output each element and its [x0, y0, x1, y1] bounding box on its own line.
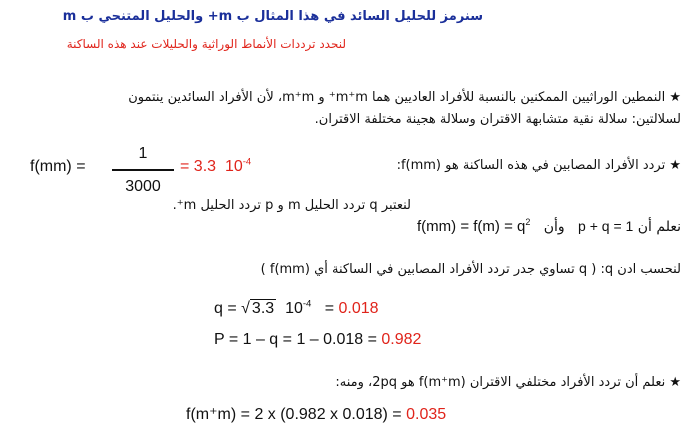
heterozygote-equation — [186, 404, 446, 424]
q-exponent: 2 — [525, 217, 531, 227]
fraction-numerator: 1 — [138, 145, 148, 162]
and-word: وأن — [543, 219, 565, 235]
q-equation — [214, 300, 379, 318]
heterozygote-frequency-text: ★ نعلم أن تردد الأفراد مختلفي الاقتران f(m⁺m) هو 2pq، ومنه: — [335, 375, 681, 390]
q-base: 10 — [285, 300, 303, 317]
known-prefix: نعلم أن — [637, 219, 681, 235]
q-definition-text: لنعتبر q تردد الحليل m و p تردد الحليل m⁺. — [172, 198, 411, 213]
subtitle: لنحدد ترددات الأنماط الوراثية والحليلات عند هذه الساكنة — [66, 37, 346, 51]
p-expression: P = 1 – q = 1 – 0.018 = — [214, 331, 377, 348]
f-eq-lhs: f(mm) = f(m) = q — [417, 218, 526, 235]
sqrt-icon: √ — [241, 300, 250, 317]
paragraph-text: النمطين الوراثيين الممكنين بالنسبة للأفراد العاديين هما m⁺m⁺ و m⁺m، لأن الأفراد السائدين ينتمون — [128, 90, 666, 105]
equals-sign: = — [324, 300, 335, 317]
paragraph-genotypes-line1 — [128, 90, 681, 105]
heterozygote-result: 0.035 — [406, 406, 447, 423]
fraction-denominator: 3000 — [125, 178, 161, 195]
heterozygote-expression: f(m⁺m) = 2 x (0.982 x 0.018) = — [186, 406, 402, 423]
f-eq-q-squared — [417, 218, 530, 235]
equals-sign: = — [180, 158, 190, 175]
result-mantissa: 3.3 — [193, 158, 217, 175]
known-relations — [417, 218, 681, 235]
fraction-bar — [112, 169, 174, 171]
page-title: سنرمز للحليل السائد في هذا المثال ب m+ والحليل المتنحي ب m — [62, 9, 483, 24]
sqrt-radicand: 3.3 — [251, 300, 275, 317]
fmm-result — [180, 158, 251, 176]
star-bullet-icon: ★ — [669, 90, 681, 105]
compute-q-text: لنحسب ادن q: ( q تساوي جدر تردد الأفراد المصابين في الساكنة أي f(mm) ) — [260, 262, 681, 277]
p-result: 0.982 — [381, 331, 422, 348]
fmm-lhs: f(mm) = — [30, 158, 86, 175]
q-lhs: q = — [214, 300, 237, 317]
p-equation — [214, 331, 421, 349]
affected-frequency-text: ★ تردد الأفراد المصابين في هذه الساكنة هو f(mm): — [396, 158, 681, 173]
pq-sum: p + q = 1 — [578, 218, 634, 234]
paragraph-genotypes-line2: لسلالتين: سلالة نقية متشابهة الاقتران وسلالة هجينة مختلفة الاقتران. — [314, 112, 681, 127]
result-base: 10 — [224, 158, 243, 175]
q-exponent-power: -4 — [302, 298, 312, 310]
q-result: 0.018 — [338, 300, 379, 317]
result-exponent: -4 — [242, 156, 252, 168]
